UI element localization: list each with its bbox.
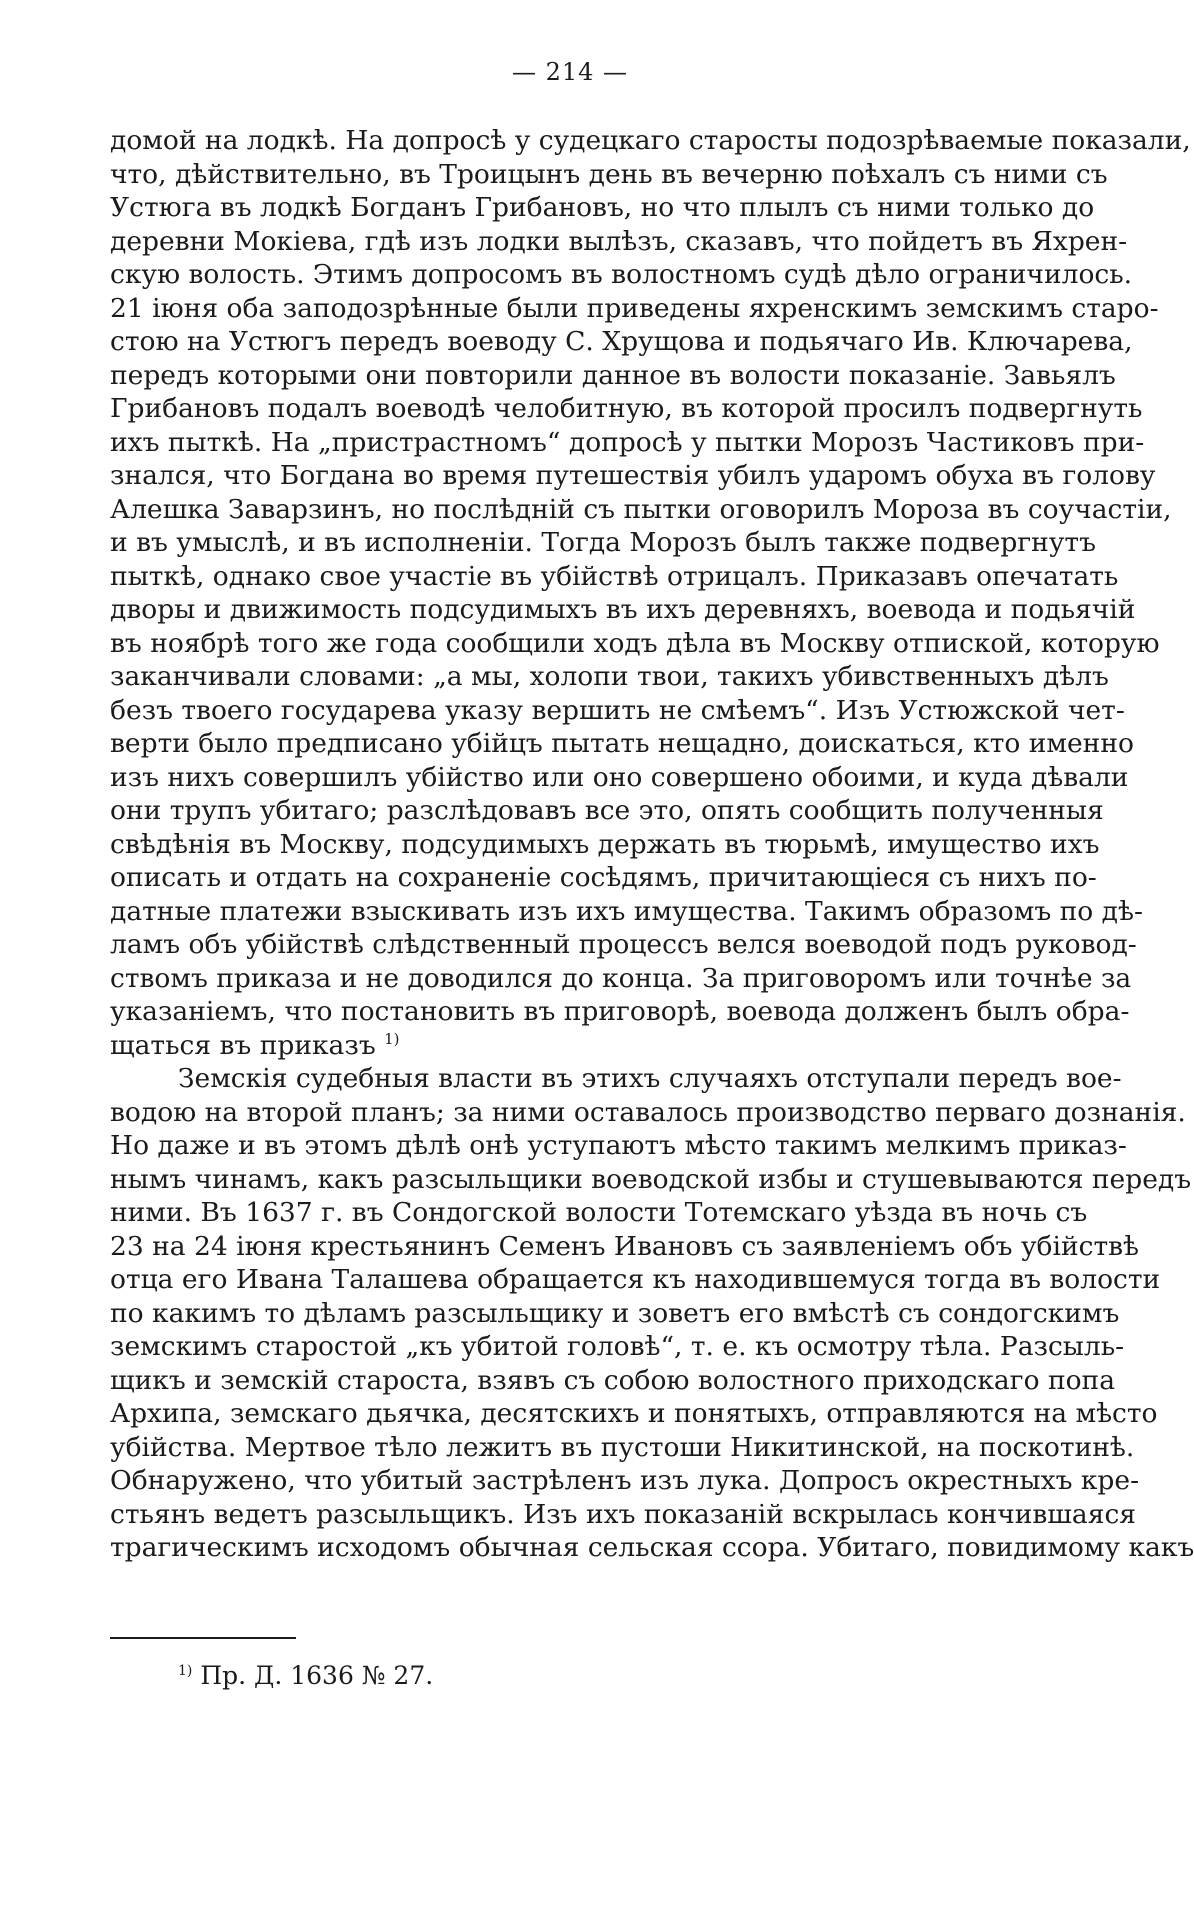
footnote-marker: 1) <box>178 1663 193 1679</box>
text-line: ламъ объ убійствѣ слѣдственный процессъ велся воеводой подъ руковод- <box>110 929 1137 960</box>
footnote-reference: 1) <box>384 1029 400 1048</box>
page-number: — 214 — <box>511 58 629 86</box>
text-line: и въ умыслѣ, и въ исполненіи. Тогда Морозъ былъ также подвергнутъ <box>110 527 1096 558</box>
text-line: стою на Устюгъ передъ воеводу С. Хрущова и подьячаго Ив. Ключарева, <box>110 326 1133 357</box>
text-line: Земскія судебныя власти въ этихъ случаяхъ отступали передъ вое- <box>178 1063 1122 1094</box>
text-line-last <box>110 1029 1070 1063</box>
text-line: въ ноябрѣ того же года сообщили ходъ дѣла въ Москву отпиской, которую <box>110 627 1160 659</box>
text-line: знался, что Богдана во время путешествія убилъ ударомъ обуха въ голову <box>110 460 1156 491</box>
text-line: ихъ пыткѣ. На „пристрастномъ“ допросѣ у пытки Морозъ Частиковъ при- <box>110 426 1145 458</box>
text-line: Обнаружено, что убитый застрѣленъ изъ лука. Допросъ окрестныхъ кре- <box>110 1465 1140 1496</box>
text-line: безъ твоего государева указу вершить не смѣемъ“. Изъ Устюжской чет- <box>110 694 1125 726</box>
text-line: земскимъ старостой „къ убитой головѣ“, т. е. къ осмотру тѣла. Разсыль- <box>110 1331 1125 1362</box>
text-line: ними. Въ 1637 г. въ Сондогской волости Тотемскаго уѣзда въ ночь съ <box>110 1197 1088 1228</box>
text-line: нымъ чинамъ, какъ разсыльщики воеводской избы и стушевываются передъ <box>110 1163 1192 1195</box>
text-line: заканчивали словами: „а мы, холопи твои, такихъ убивственныхъ дѣлъ <box>110 661 1109 692</box>
footnote-text: Пр. Д. 1636 № 27. <box>200 1661 434 1690</box>
text-line: Грибановъ подалъ воеводѣ челобитную, въ которой просилъ подвергнуть <box>110 393 1143 424</box>
text-line: указаніемъ, что постановить въ приговорѣ, воевода долженъ былъ обра- <box>110 996 1130 1027</box>
text-line-content: щаться въ приказъ <box>110 1029 376 1061</box>
text-line: дворы и движимость подсудимыхъ въ ихъ деревняхъ, воевода и подьячій <box>110 594 1136 625</box>
text-line: передъ которыми они повторили данное въ волости показаніе. Завьялъ <box>110 359 1116 391</box>
footnote-divider <box>110 1637 296 1639</box>
text-line: Устюга въ лодкѣ Богданъ Грибановъ, но что плылъ съ ними только до <box>110 192 1095 223</box>
text-line: верти было предписано убійцъ пытать нещадно, доискаться, кто именно <box>110 728 1134 759</box>
text-line: Но даже и въ этомъ дѣлѣ онѣ уступаютъ мѣсто такимъ мелкимъ приказ- <box>110 1130 1127 1161</box>
text-line: убійства. Мертвое тѣло лежитъ въ пустоши Никитинской, на поскотинѣ. <box>110 1431 1135 1463</box>
text-line: домой на лодкѣ. На допросѣ у судецкаго старосты подозрѣваемые показали, <box>110 125 1191 156</box>
text-line: они трупъ убитаго; разслѣдовавъ все это, опять сообщить полученныя <box>110 795 1104 826</box>
text-line: ствомъ приказа и не доводился до конца. За приговоромъ или точнѣе за <box>110 962 1132 994</box>
text-line: водою на второй планъ; за ними оставалось производство перваго дознанія. <box>110 1096 1186 1128</box>
text-line: Архипа, земскаго дьячка, десятскихъ и понятыхъ, отправляются на мѣсто <box>110 1398 1158 1429</box>
text-line: щикъ и земскій староста, взявъ съ собою волостного приходскаго попа <box>110 1364 1116 1396</box>
text-line: что, дѣйствительно, въ Троицынъ день въ вечерню поѣхалъ съ ними съ <box>110 158 1108 190</box>
text-line: деревни Мокіева, гдѣ изъ лодки вылѣзъ, сказавъ, что пойдетъ въ Яхрен- <box>110 225 1128 257</box>
text-line: стьянъ ведетъ разсыльщикъ. Изъ ихъ показаній вскрылась кончившаяся <box>110 1498 1137 1530</box>
text-line: описать и отдать на сохраненіе сосѣдямъ, причитающіеся съ нихъ по- <box>110 862 1097 893</box>
text-line: 21 іюня оба заподозрѣнные были приведены яхренскимъ земскимъ старо- <box>110 292 1159 324</box>
text-line: трагическимъ исходомъ обычная сельская ссора. Убитаго, повидимому какъ <box>110 1532 1194 1563</box>
text-line: датные платежи взыскивать изъ ихъ имущества. Такимъ образомъ по дѣ- <box>110 895 1143 927</box>
footnote <box>178 1661 433 1691</box>
text-line: Алешка Заварзинъ, но послѣдній съ пытки оговорилъ Мороза въ соучастіи, <box>110 493 1172 525</box>
text-line: скую волость. Этимъ допросомъ въ волостномъ судѣ дѣло ограничилось. <box>110 259 1133 290</box>
body-text <box>110 124 1194 1565</box>
text-line: изъ нихъ совершилъ убійство или оно совершено обоими, и куда дѣвали <box>110 761 1129 793</box>
text-line: по какимъ то дѣламъ разсыльщику и зоветъ его вмѣстѣ съ сондогскимъ <box>110 1297 1120 1329</box>
text-line: отца его Ивана Талашева обращается къ находившемуся тогда въ волости <box>110 1264 1161 1295</box>
text-line: свѣдѣнія въ Москву, подсудимыхъ держать въ тюрьмѣ, имущество ихъ <box>110 828 1100 860</box>
text-line: пыткѣ, однако свое участіе въ убійствѣ отрицалъ. Приказавъ опечатать <box>110 560 1119 592</box>
text-line: 23 на 24 іюня крестьянинъ Семенъ Ивановъ съ заявленіемъ объ убійствѣ <box>110 1230 1140 1262</box>
